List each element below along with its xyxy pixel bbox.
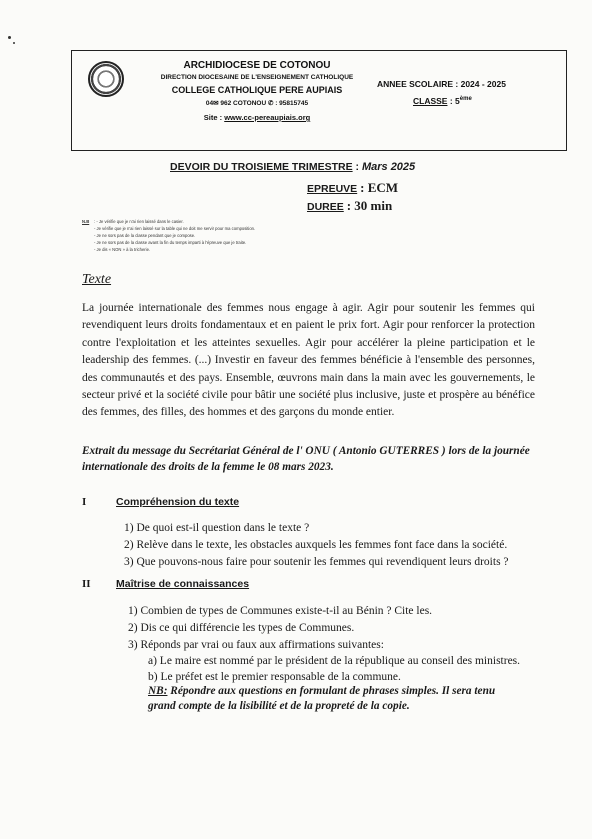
header-box [71, 50, 567, 151]
section1-title: Compréhension du texte [116, 496, 240, 508]
school-identity [142, 59, 372, 125]
question-item: 2) Dis ce qui différencie les types de Communes. [128, 622, 355, 634]
college-seal-logo [88, 61, 124, 97]
duree-value: : 30 min [346, 198, 393, 213]
exam-title [170, 161, 415, 173]
instructions-block [82, 218, 255, 253]
direction-name: DIRECTION DIOCESAINE DE L'ENSEIGNEMENT CATHOLIQUE [160, 74, 354, 81]
statement-item: b) Le préfet est le premier responsable de la commune. [148, 671, 401, 683]
exam-date: Mars 2025 [361, 161, 416, 173]
classe-line [413, 91, 506, 109]
question-item: 2) Relève dans le texte, les obstacles auxquels les femmes font face dans la société. [124, 539, 508, 551]
question-item: 3) Que pouvons-nous faire pour soutenir les femmes qui revendiquent leurs droits ? [124, 556, 509, 568]
site-link[interactable]: www.cc-pereaupiais.org [224, 113, 311, 122]
instruction-item: N.B : - Je vérifie que je n'ai rien laissé dans le casier. [82, 219, 184, 224]
instruction-item: - Je ne sors pas de la classe avant la fin du temps imparti à l'épreuve que je traite. [94, 240, 247, 245]
epreuve-label: EPREUVE [307, 183, 358, 195]
final-note-text: Répondre aux questions en formulant de phrases simples. Il sera tenu [167, 685, 496, 697]
classe-value: : 5 [449, 95, 460, 106]
exam-title-sep: : [352, 161, 362, 173]
question-item: 1) De quoi est-il question dans le texte ? [124, 522, 310, 534]
texte-heading: Texte [82, 272, 112, 287]
site-label: Site : [203, 113, 223, 122]
question-item: 3) Réponds par vrai ou faux aux affirmations suivantes: [128, 639, 384, 651]
section1-number: I [82, 496, 87, 508]
texte-source: Extrait du message du Secrétariat Général de l' ONU ( Antonio GUTERRES ) lors de la journée internationale des droits de la femme le 08 mars 2023. [82, 445, 530, 473]
final-note-label: NB: [148, 685, 168, 697]
duree-line [307, 198, 392, 214]
duree-label: DUREE [307, 201, 344, 213]
site-line [142, 111, 372, 125]
section2-number: II [82, 578, 91, 590]
classe-sup: ème [459, 96, 472, 102]
exam-title-label: DEVOIR DU TROISIEME TRIMESTRE [170, 161, 353, 173]
instruction-item: - Je ne sors pas de la classe pendant que je compose. [94, 233, 196, 238]
classe-label: CLASSE [413, 95, 448, 106]
school-year-block [377, 77, 506, 109]
final-note [148, 684, 495, 714]
question-item: 1) Combien de types de Communes existe-t-il au Bénin ? Cite les. [128, 605, 433, 617]
statement-item: a) Le maire est nommé par le président de la république au conseil des ministres. [148, 655, 521, 667]
contact-line: 04✉ 962 COTONOU ✆ : 95815745 [205, 100, 309, 107]
scan-speck [13, 42, 15, 44]
section2-title: Maîtrise de connaissances [116, 578, 250, 590]
school-year: ANNEE SCOLAIRE : 2024 - 2025 [377, 79, 506, 89]
college-name: COLLEGE CATHOLIQUE PERE AUPIAIS [171, 85, 343, 95]
epreuve-value: : ECM [360, 180, 399, 195]
archdiocese-name: ARCHIDIOCESE DE COTONOU [183, 60, 331, 71]
nb-label: N.B [82, 219, 90, 224]
instruction-item: - Je dis « NON » à la tricherie. [94, 247, 151, 252]
instruction-item: - Je vérifie que je n'ai rien laissé sur la table qui ne doit me servir pour ma composition. [94, 226, 256, 231]
scan-speck [8, 36, 11, 39]
final-note-text2: grand compte de la lisibilité et de la propreté de la copie. [148, 700, 410, 712]
texte-paragraph: La journée internationale des femmes nous engage à agir. Agir pour soutenir les femmes qui revendiquent leurs droits fondamentaux et en paient le prix fort. Agir pour renforcer la protection contre l'exploitation et les atteintes sexuelles. Agir pour accélérer la pleine participation et le leadership des femmes. (...) Investir en faveur des femmes bénéficie à l'ensemble des personnes, des communautés et des pays. Ensemble, œuvrons main dans la main avec les gouvernements, le secteur privé et la société civile pour bâtir une société plus inclusive, juste et prospère au bénéfice des femmes, des filles, des hommes et des garçons du monde entier. [82, 302, 535, 419]
epreuve-line [307, 180, 398, 196]
